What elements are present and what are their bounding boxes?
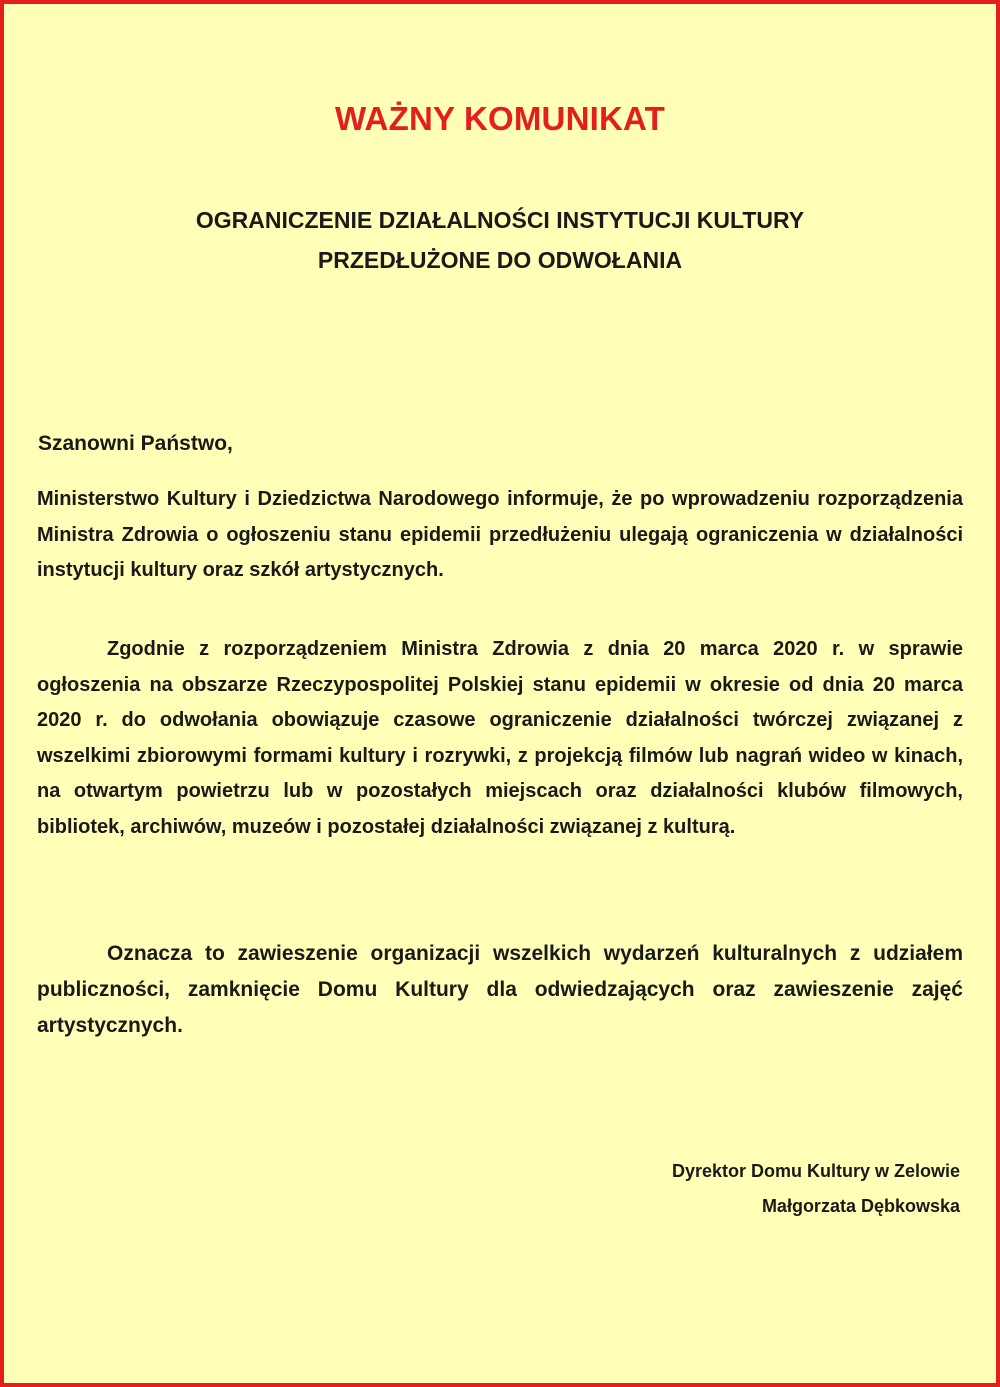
notice-title: WAŻNY KOMUNIKAT xyxy=(335,100,665,137)
paragraph-consequences: Oznacza to zawieszenie organizacji wszelkich wydarzeń kulturalnych z udziałem publiczności, zamknięcie Domu Kultury dla odwiedzających oraz zawieszenie zajęć artystycznych. xyxy=(37,942,963,1037)
subtitle-line-1: OGRANICZENIE DZIAŁALNOŚCI INSTYTUCJI KULTURY xyxy=(195,207,805,233)
paragraph-regulation: Zgodnie z rozporządzeniem Ministra Zdrowia z dnia 20 marca 2020 r. w sprawie ogłoszenia na obszarze Rzeczypospolitej Polskiej stanu epidemii w okresie od dnia 20 marca 2020 r. do odwołania obowiązuje czasowe ograniczenie działalności twórczej związanej z wszelkimi zbiorowymi formami kultury i rozrywki, z projekcją filmów lub nagrań wideo w kinach, na otwartym powietrzu lub w pozostałych miejscach oraz działalności klubów filmowych, bibliotek, archiwów, muzeów i pozostałej działalności związanej z kulturą. xyxy=(37,638,963,838)
signature-role: Dyrektor Domu Kultury w Zelowie xyxy=(671,1161,960,1181)
signature-block xyxy=(672,1154,960,1224)
signature-name: Małgorzata Dębkowska xyxy=(761,1196,960,1216)
greeting: Szanowni Państwo, xyxy=(38,432,233,455)
paragraph-ministry-info: Ministerstwo Kultury i Dziedzictwa Narodowego informuje, że po wprowadzeniu rozporządzenia Ministra Zdrowia o ogłoszeniu stanu epidemii przedłużeniu ulegają ograniczenia w działalności instytucji kultury oraz szkół artystycznych. xyxy=(37,488,963,581)
notice-subtitle xyxy=(4,200,996,280)
subtitle-line-2: PRZEDŁUŻONE DO ODWOŁANIA xyxy=(317,247,683,273)
